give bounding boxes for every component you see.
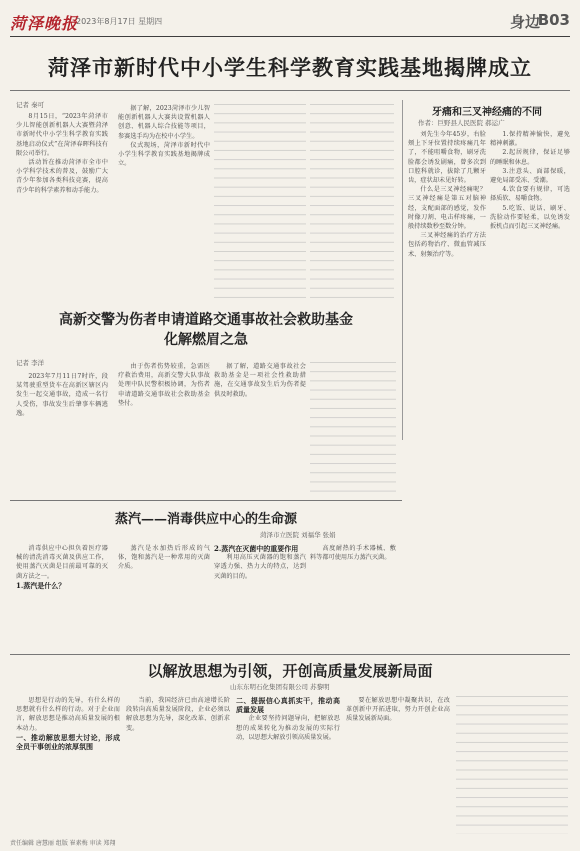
- a4-subhead: 1.蒸汽是什么？: [16, 580, 66, 590]
- headline-emancipate-mind: 以解放思想为引领，开创高质量发展新局面: [147, 662, 433, 680]
- byline-a4: 菏泽市立医院 刘福华 张娟: [260, 531, 336, 539]
- headline-science-base: 菏泽市新时代中小学生科学教育实践基地揭牌成立: [48, 55, 532, 80]
- a3-paragraph: 2023年7月11日7时许，段某驾驶重型货车在高新区辖区内发生一起交通事故，造成一名行人受伤，事故发生后肇事车辆逃逸。: [16, 373, 108, 417]
- headline-line2: 化解燃眉之急: [164, 332, 248, 348]
- a4-subhead: 2.蒸汽在灭菌中的重要作用: [214, 544, 299, 553]
- article-a1-col1: [16, 112, 108, 300]
- a2-tip: 4.饮食要有规律，可选择质软、易嚼食物。: [490, 186, 570, 203]
- column-divider: [402, 100, 403, 440]
- text-lines-placeholder: [456, 696, 568, 834]
- divider: [10, 90, 570, 91]
- article-a5-col1: [16, 696, 120, 834]
- a4-paragraph: 利用高压灭菌器的饱和蒸汽穿透力强、热力大的特点，达到灭菌的目的。: [214, 554, 306, 580]
- text-lines-placeholder: [310, 104, 394, 300]
- article-a2-col1: [408, 130, 486, 560]
- a3-paragraph: 据了解，道路交通事故社会救助基金是一项社会性救助措施，在交通事故发生后为伤者提供及时救助。: [214, 363, 306, 398]
- a4-paragraph: 消毒供应中心担负着医疗器械的清洗消毒灭菌及供应工作，使用蒸汽灭菌是目前最可靠的灭菌方法之一。: [16, 545, 108, 580]
- a1-paragraph: 仪式现场，菏泽市新时代中小学生科学教育实践基地揭牌成立。: [118, 141, 210, 168]
- byline-a1: 记者 秦可: [16, 101, 45, 109]
- byline-a2: 作者：巨野县人民医院 郝运广: [418, 119, 505, 127]
- text-lines-placeholder: [310, 362, 396, 492]
- article-a3-col1: [16, 372, 108, 492]
- article-a5-col3: [236, 696, 340, 834]
- headline-steam: 蒸汽——消毒供应中心的生命源: [114, 512, 297, 527]
- article-a4-col1: [16, 544, 108, 648]
- a5-paragraph: 思想是行动的先导，有什么样的思想就有什么样的行动。对于企业而言，解放思想是推动高质量发展的根本动力。: [16, 697, 120, 732]
- article-a4-col4: [310, 544, 396, 648]
- article-a4-col2: [118, 544, 210, 648]
- page-footer: 责任编辑 唐慧丽 组版 崔素梅 审读 郑翔: [10, 840, 116, 847]
- headline-line1: 高新交警为伤者申请道路交通事故社会救助基金: [59, 312, 353, 328]
- article-a5-col4: [346, 696, 450, 834]
- a5-paragraph: 企业要坚持问题导向，把解放思想的成果转化为推动发展的实际行动，以思想大解放引领高质量发展。: [236, 715, 340, 741]
- a2-tip: 5.吃饭、说话、刷牙、洗脸动作要轻柔，以免诱发扳机点而引起三叉神经痛。: [490, 204, 570, 231]
- headline-toothache: 牙痛和三叉神经痛的不同: [432, 107, 542, 118]
- article-a2-col2: [490, 130, 570, 560]
- article-a3-col2: [118, 362, 210, 492]
- a5-subhead: 一、推动解放思想大讨论，形成全员干事创业的浓厚氛围: [16, 732, 120, 752]
- a2-paragraph: 什么是三叉神经痛呢？三叉神经痛是第五对脑神经，支配面部的感觉，发作时像刀割、电击样疼痛，一般持续数秒至数分钟。: [408, 186, 486, 231]
- a5-paragraph: 当前，我国经济已由高速增长阶段转向高质量发展阶段，企业必须以解放思想为先导，深化改革、创新求变。: [126, 697, 230, 732]
- headline-traffic-fund: [10, 310, 402, 350]
- article-a3-col3: [214, 362, 306, 492]
- a5-paragraph: 要在解放思想中凝聚共识，在改革创新中开拓进取，努力开创企业高质量发展新局面。: [346, 697, 450, 723]
- a2-tip: 3.注意头、面部保暖，避免局部受冻、受潮。: [490, 167, 570, 185]
- a2-paragraph: 刘先生今年45岁，右脸颊上下牙位置持续疼痛几年了，不能咀嚼食物，刷牙洗脸都会诱发剧痛，曾多次到口腔科就诊，拔除了几颗牙齿，症状却未见好转。: [408, 131, 486, 185]
- article-a4-col3: [214, 544, 306, 648]
- text-lines-placeholder: [214, 104, 306, 300]
- a1-paragraph: 据了解，2023菏泽市少儿智能创新机器人大赛共设置机器人创意、机器人综合技能等项目，参赛选手均为在校中小学生。: [118, 105, 210, 140]
- divider: [10, 500, 402, 501]
- newspaper-logo: 菏泽晚报: [10, 14, 79, 33]
- section-name: 身边: [509, 13, 540, 31]
- article-a1-col2: [118, 104, 210, 300]
- byline-a3: 记者 李洋: [16, 359, 45, 367]
- a3-paragraph: 由于伤者伤势较重，急需医疗救治费用，高新交警大队事故处理中队民警积极协调，为伤者申请道路交通事故社会救助基金垫付。: [118, 363, 210, 407]
- a4-paragraph: 高度耐热的手术器械、敷料等都可使用压力蒸汽灭菌。: [310, 545, 396, 562]
- a4-paragraph: 蒸汽是水加热后形成的气体，饱和蒸汽是一种常用的灭菌介质。: [118, 545, 210, 571]
- article-a5-col2: [126, 696, 230, 834]
- a2-tip: 2.起居规律，保证足够的睡眠和休息。: [490, 149, 570, 166]
- a2-paragraph: 三叉神经痛的治疗方法包括药物治疗、微血管减压术、射频治疗等。: [408, 232, 486, 258]
- divider: [10, 654, 570, 655]
- issue-date: 2023年8月17日 星期四: [76, 17, 163, 26]
- a1-paragraph: 8月15日，“2023年菏泽市少儿智能创新机器人大赛暨菏泽市新时代中小学生科学教育实践基地启动仪式”在菏泽春晖科技有限公司举行。: [16, 113, 108, 157]
- page-number: B03: [537, 11, 570, 29]
- a2-tip: 1.保持精神愉快，避免精神刺激。: [490, 131, 570, 148]
- a5-subhead: 二、提振信心真抓实干，推动高质量发展: [236, 696, 340, 715]
- byline-a5: 山东东明石化集团有限公司 苏黎明: [230, 683, 330, 691]
- a1-paragraph: 活动旨在推动菏泽市全市中小学科学技术的普及，鼓励广大青少年参加各类科技竞赛，提高青少年的科学素养和动手能力。: [16, 159, 108, 194]
- masthead: [10, 8, 570, 37]
